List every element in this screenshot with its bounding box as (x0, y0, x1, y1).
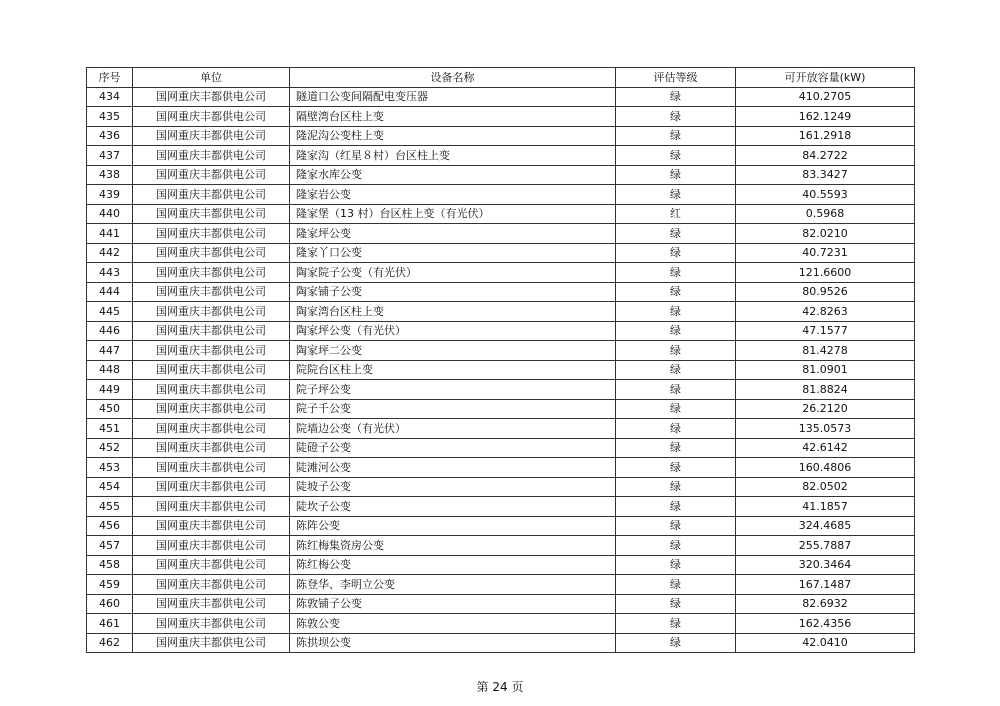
cell-seq: 438 (87, 165, 133, 185)
cell-grade: 绿 (616, 555, 736, 575)
cell-capacity: 40.7231 (736, 243, 915, 263)
cell-grade: 绿 (616, 360, 736, 380)
cell-capacity: 81.8824 (736, 380, 915, 400)
cell-grade: 绿 (616, 185, 736, 205)
cell-seq: 452 (87, 438, 133, 458)
cell-seq: 462 (87, 633, 133, 653)
cell-seq: 442 (87, 243, 133, 263)
capacity-table (86, 67, 915, 653)
cell-device: 隆家丫口公变 (290, 243, 616, 263)
cell-seq: 457 (87, 536, 133, 556)
cell-capacity: 82.0210 (736, 224, 915, 244)
cell-seq: 440 (87, 204, 133, 224)
table-row (87, 555, 915, 575)
table-header-row (87, 68, 915, 88)
table-row (87, 321, 915, 341)
table-row (87, 497, 915, 517)
cell-unit: 国网重庆丰都供电公司 (133, 87, 290, 107)
cell-unit: 国网重庆丰都供电公司 (133, 458, 290, 478)
cell-seq: 453 (87, 458, 133, 478)
cell-capacity: 81.0901 (736, 360, 915, 380)
cell-capacity: 255.7887 (736, 536, 915, 556)
cell-unit: 国网重庆丰都供电公司 (133, 341, 290, 361)
header-seq: 序号 (87, 68, 133, 88)
cell-grade: 绿 (616, 107, 736, 127)
cell-unit: 国网重庆丰都供电公司 (133, 536, 290, 556)
cell-capacity: 41.1857 (736, 497, 915, 517)
cell-seq: 456 (87, 516, 133, 536)
cell-device: 院院台区柱上变 (290, 360, 616, 380)
table-row (87, 380, 915, 400)
table-row (87, 302, 915, 322)
table-row (87, 419, 915, 439)
cell-seq: 454 (87, 477, 133, 497)
cell-grade: 绿 (616, 302, 736, 322)
cell-grade: 绿 (616, 380, 736, 400)
cell-unit: 国网重庆丰都供电公司 (133, 185, 290, 205)
cell-device: 隆家堡（13 村）台区柱上变（有光伏） (290, 204, 616, 224)
table-row (87, 458, 915, 478)
header-grade: 评估等级 (616, 68, 736, 88)
cell-unit: 国网重庆丰都供电公司 (133, 302, 290, 322)
cell-device: 陈登华、李明立公变 (290, 575, 616, 595)
cell-device: 陈红梅公变 (290, 555, 616, 575)
cell-seq: 441 (87, 224, 133, 244)
table-row (87, 224, 915, 244)
cell-device: 陡坎子公变 (290, 497, 616, 517)
header-unit: 单位 (133, 68, 290, 88)
cell-device: 陡滩河公变 (290, 458, 616, 478)
cell-seq: 434 (87, 87, 133, 107)
cell-capacity: 410.2705 (736, 87, 915, 107)
cell-seq: 436 (87, 126, 133, 146)
cell-capacity: 161.2918 (736, 126, 915, 146)
cell-grade: 绿 (616, 321, 736, 341)
cell-device: 隆泥沟公变柱上变 (290, 126, 616, 146)
cell-capacity: 0.5968 (736, 204, 915, 224)
cell-grade: 绿 (616, 263, 736, 283)
cell-seq: 444 (87, 282, 133, 302)
cell-capacity: 167.1487 (736, 575, 915, 595)
cell-device: 陈拱坝公变 (290, 633, 616, 653)
cell-seq: 445 (87, 302, 133, 322)
cell-grade: 绿 (616, 341, 736, 361)
cell-grade: 绿 (616, 419, 736, 439)
cell-capacity: 320.3464 (736, 555, 915, 575)
cell-unit: 国网重庆丰都供电公司 (133, 224, 290, 244)
cell-capacity: 47.1577 (736, 321, 915, 341)
cell-capacity: 324.4685 (736, 516, 915, 536)
cell-grade: 绿 (616, 146, 736, 166)
cell-device: 陶家铺子公变 (290, 282, 616, 302)
table-row (87, 282, 915, 302)
cell-capacity: 40.5593 (736, 185, 915, 205)
cell-unit: 国网重庆丰都供电公司 (133, 165, 290, 185)
cell-unit: 国网重庆丰都供电公司 (133, 263, 290, 283)
cell-grade: 红 (616, 204, 736, 224)
table-row (87, 360, 915, 380)
cell-unit: 国网重庆丰都供电公司 (133, 555, 290, 575)
cell-grade: 绿 (616, 165, 736, 185)
cell-device: 陈敦铺子公变 (290, 594, 616, 614)
header-device: 设备名称 (290, 68, 616, 88)
table-row (87, 243, 915, 263)
cell-grade: 绿 (616, 477, 736, 497)
cell-seq: 455 (87, 497, 133, 517)
table-row (87, 536, 915, 556)
cell-grade: 绿 (616, 243, 736, 263)
cell-seq: 458 (87, 555, 133, 575)
table-row (87, 575, 915, 595)
cell-device: 陶家坪公变（有光伏） (290, 321, 616, 341)
cell-device: 院子坪公变 (290, 380, 616, 400)
cell-unit: 国网重庆丰都供电公司 (133, 497, 290, 517)
cell-capacity: 81.4278 (736, 341, 915, 361)
cell-grade: 绿 (616, 594, 736, 614)
cell-capacity: 26.2120 (736, 399, 915, 419)
cell-unit: 国网重庆丰都供电公司 (133, 594, 290, 614)
cell-seq: 459 (87, 575, 133, 595)
header-capacity: 可开放容量(kW) (736, 68, 915, 88)
cell-capacity: 162.4356 (736, 614, 915, 634)
table-row (87, 165, 915, 185)
cell-grade: 绿 (616, 516, 736, 536)
cell-seq: 439 (87, 185, 133, 205)
cell-seq: 448 (87, 360, 133, 380)
table-row (87, 185, 915, 205)
table-row (87, 263, 915, 283)
cell-capacity: 42.8263 (736, 302, 915, 322)
table-row (87, 87, 915, 107)
cell-seq: 460 (87, 594, 133, 614)
cell-grade: 绿 (616, 497, 736, 517)
cell-unit: 国网重庆丰都供电公司 (133, 107, 290, 127)
cell-grade: 绿 (616, 438, 736, 458)
cell-unit: 国网重庆丰都供电公司 (133, 516, 290, 536)
cell-unit: 国网重庆丰都供电公司 (133, 419, 290, 439)
table-row (87, 633, 915, 653)
cell-unit: 国网重庆丰都供电公司 (133, 438, 290, 458)
cell-seq: 446 (87, 321, 133, 341)
cell-device: 隆家水库公变 (290, 165, 616, 185)
cell-device: 陶家湾台区柱上变 (290, 302, 616, 322)
cell-device: 陶家坪二公变 (290, 341, 616, 361)
cell-unit: 国网重庆丰都供电公司 (133, 282, 290, 302)
cell-capacity: 42.0410 (736, 633, 915, 653)
table-row (87, 204, 915, 224)
cell-capacity: 160.4806 (736, 458, 915, 478)
cell-grade: 绿 (616, 633, 736, 653)
cell-device: 院子千公变 (290, 399, 616, 419)
page-number: 第 24 页 (476, 680, 524, 694)
cell-unit: 国网重庆丰都供电公司 (133, 243, 290, 263)
cell-device: 隧道口公变间隔配电变压器 (290, 87, 616, 107)
cell-grade: 绿 (616, 536, 736, 556)
cell-capacity: 135.0573 (736, 419, 915, 439)
cell-unit: 国网重庆丰都供电公司 (133, 575, 290, 595)
cell-device: 陈阵公变 (290, 516, 616, 536)
capacity-table-container (86, 67, 915, 653)
table-row (87, 516, 915, 536)
cell-capacity: 42.6142 (736, 438, 915, 458)
cell-grade: 绿 (616, 87, 736, 107)
cell-capacity: 82.0502 (736, 477, 915, 497)
cell-unit: 国网重庆丰都供电公司 (133, 204, 290, 224)
table-row (87, 594, 915, 614)
table-row (87, 126, 915, 146)
cell-unit: 国网重庆丰都供电公司 (133, 399, 290, 419)
cell-capacity: 84.2722 (736, 146, 915, 166)
cell-unit: 国网重庆丰都供电公司 (133, 477, 290, 497)
cell-seq: 447 (87, 341, 133, 361)
table-row (87, 614, 915, 634)
cell-device: 隆家坪公变 (290, 224, 616, 244)
cell-unit: 国网重庆丰都供电公司 (133, 633, 290, 653)
cell-capacity: 121.6600 (736, 263, 915, 283)
cell-unit: 国网重庆丰都供电公司 (133, 360, 290, 380)
table-row (87, 477, 915, 497)
cell-grade: 绿 (616, 575, 736, 595)
cell-seq: 451 (87, 419, 133, 439)
cell-grade: 绿 (616, 458, 736, 478)
cell-seq: 450 (87, 399, 133, 419)
table-row (87, 399, 915, 419)
cell-grade: 绿 (616, 224, 736, 244)
cell-device: 陡磴子公变 (290, 438, 616, 458)
cell-device: 陶家院子公变（有光伏） (290, 263, 616, 283)
cell-device: 院墙边公变（有光伏） (290, 419, 616, 439)
cell-seq: 443 (87, 263, 133, 283)
cell-device: 隔壁湾台区柱上变 (290, 107, 616, 127)
table-body (87, 87, 915, 653)
cell-grade: 绿 (616, 399, 736, 419)
cell-unit: 国网重庆丰都供电公司 (133, 614, 290, 634)
cell-seq: 449 (87, 380, 133, 400)
cell-unit: 国网重庆丰都供电公司 (133, 380, 290, 400)
cell-unit: 国网重庆丰都供电公司 (133, 146, 290, 166)
cell-seq: 437 (87, 146, 133, 166)
cell-unit: 国网重庆丰都供电公司 (133, 321, 290, 341)
cell-device: 隆家沟（红星８村）台区柱上变 (290, 146, 616, 166)
cell-device: 陡坡子公变 (290, 477, 616, 497)
cell-device: 隆家岩公变 (290, 185, 616, 205)
cell-unit: 国网重庆丰都供电公司 (133, 126, 290, 146)
table-row (87, 146, 915, 166)
table-row (87, 438, 915, 458)
cell-grade: 绿 (616, 282, 736, 302)
cell-seq: 461 (87, 614, 133, 634)
cell-seq: 435 (87, 107, 133, 127)
cell-capacity: 82.6932 (736, 594, 915, 614)
cell-device: 陈敦公变 (290, 614, 616, 634)
cell-capacity: 162.1249 (736, 107, 915, 127)
table-row (87, 107, 915, 127)
cell-grade: 绿 (616, 126, 736, 146)
cell-device: 陈红梅集资房公变 (290, 536, 616, 556)
table-row (87, 341, 915, 361)
cell-capacity: 83.3427 (736, 165, 915, 185)
cell-grade: 绿 (616, 614, 736, 634)
cell-capacity: 80.9526 (736, 282, 915, 302)
